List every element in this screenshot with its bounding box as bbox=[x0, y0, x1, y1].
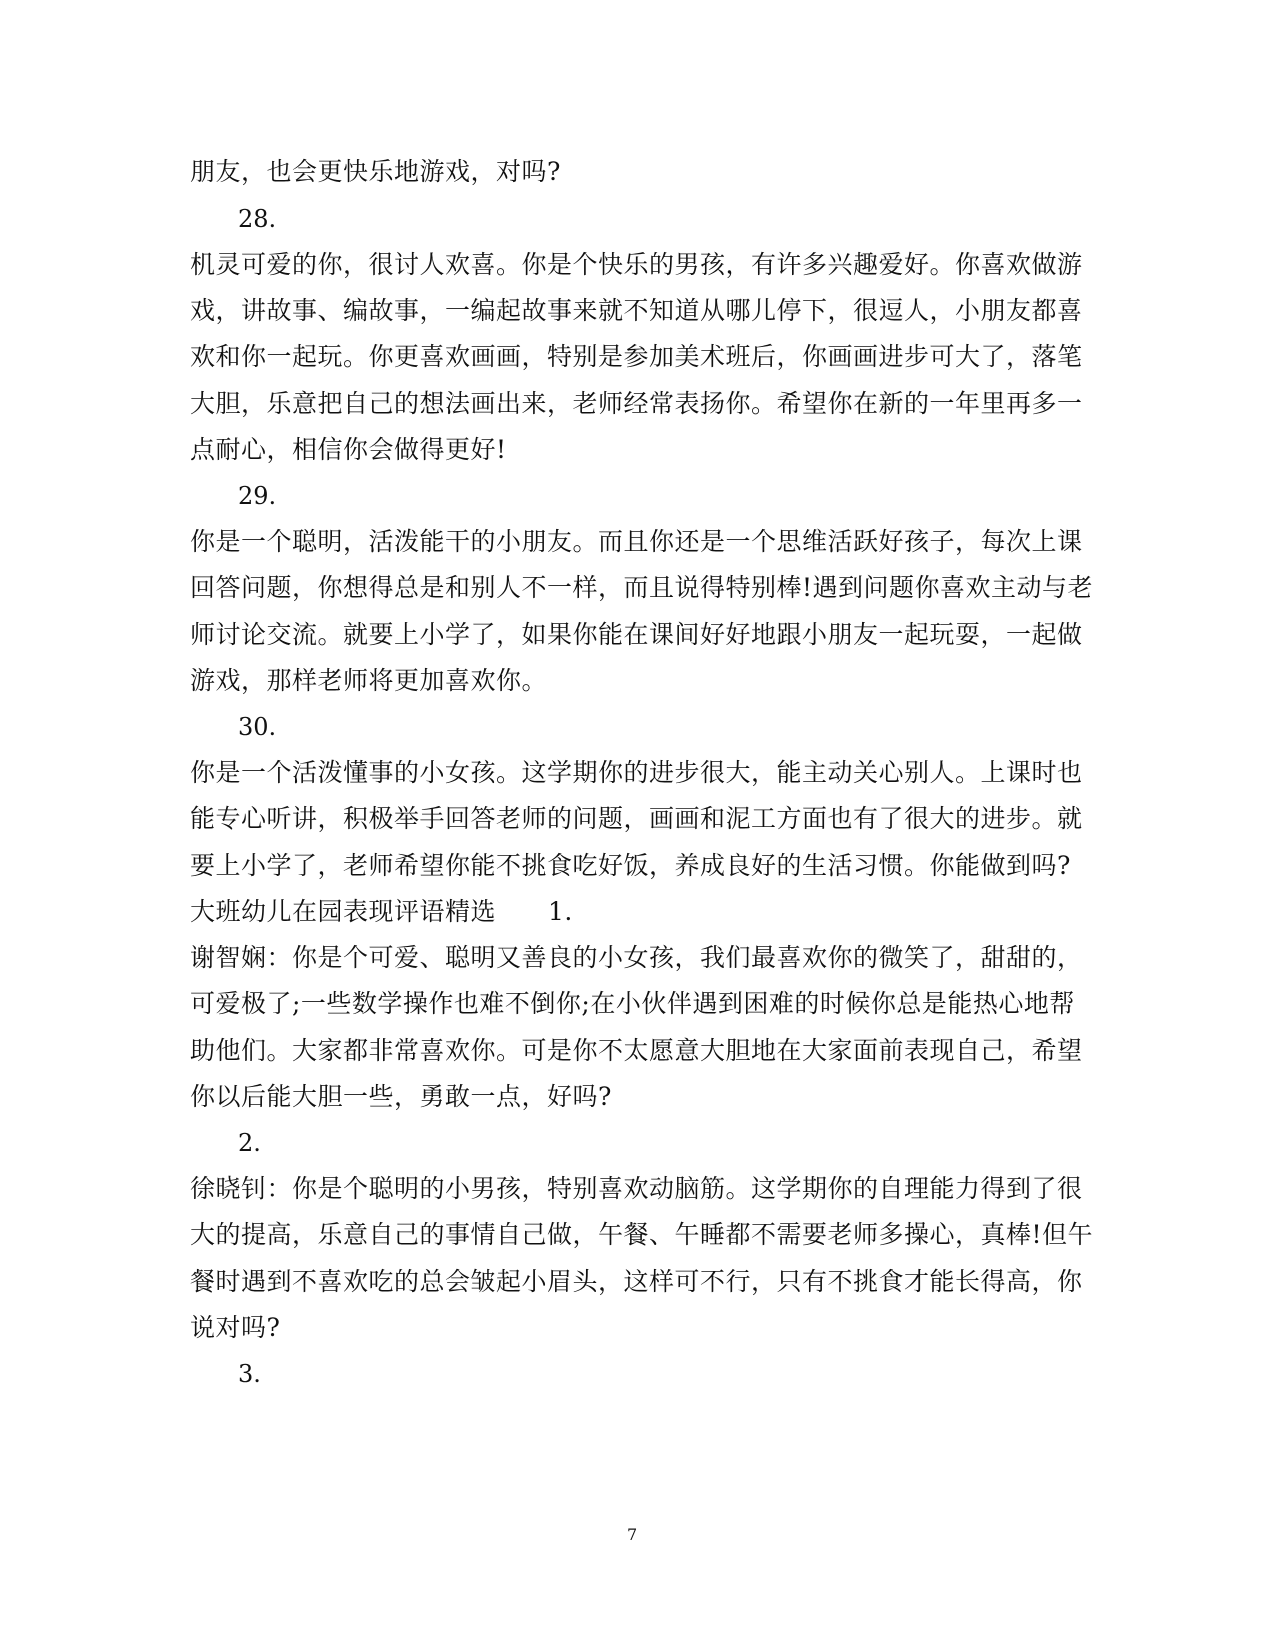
text-line: 你是一个聪明，活泼能干的小朋友。而且你还是一个思维活跃好孩子，每次上课 bbox=[190, 527, 1083, 556]
text-line: 说对吗? bbox=[190, 1313, 281, 1342]
text-line: 机灵可爱的你，很讨人欢喜。你是个快乐的男孩，有许多兴趣爱好。你喜欢做游 bbox=[190, 250, 1083, 279]
text-line: 游戏，那样老师将更加喜欢你。 bbox=[190, 666, 548, 695]
text-line: 你以后能大胆一些，勇敢一点，好吗? bbox=[190, 1082, 612, 1111]
item-number: 30. bbox=[238, 713, 277, 741]
text-line: 点耐心，相信你会做得更好! bbox=[190, 435, 507, 464]
page-number: 7 bbox=[627, 1525, 638, 1544]
text-line: 师讨论交流。就要上小学了，如果你能在课间好好地跟小朋友一起玩耍，一起做 bbox=[190, 620, 1083, 649]
text-line: 徐晓钊：你是个聪明的小男孩，特别喜欢动脑筋。这学期你的自理能力得到了很 bbox=[190, 1174, 1083, 1203]
item-number: 29. bbox=[238, 482, 277, 510]
text-line: 大胆，乐意把自己的想法画出来，老师经常表扬你。希望你在新的一年里再多一 bbox=[190, 389, 1083, 418]
text-line: 能专心听讲，积极举手回答老师的问题，画画和泥工方面也有了很大的进步。就 bbox=[190, 804, 1083, 833]
section-heading-text: 大班幼儿在园表现评语精选 bbox=[190, 897, 497, 926]
text-line: 餐时遇到不喜欢吃的总会皱起小眉头，这样可不行，只有不挑食才能长得高，你 bbox=[190, 1267, 1083, 1296]
text-line: 欢和你一起玩。你更喜欢画画，特别是参加美术班后，你画画进步可大了，落笔 bbox=[190, 342, 1083, 371]
text-line: 谢智娴：你是个可爱、聪明又善良的小女孩，我们最喜欢你的微笑了，甜甜的， bbox=[190, 943, 1083, 972]
text-line: 戏，讲故事、编故事，一编起故事来就不知道从哪儿停下，很逗人，小朋友都喜 bbox=[190, 296, 1083, 325]
text-line: 可爱极了;一些数学操作也难不倒你;在小伙伴遇到困难的时候你总是能热心地帮 bbox=[190, 989, 1075, 1018]
item-number: 28. bbox=[238, 205, 277, 233]
text-line: 助他们。大家都非常喜欢你。可是你不太愿意大胆地在大家面前表现自己，希望 bbox=[190, 1036, 1083, 1065]
item-number: 3. bbox=[238, 1360, 261, 1388]
text-line: 回答问题，你想得总是和别人不一样，而且说得特别棒!遇到问题你喜欢主动与老 bbox=[190, 573, 1094, 602]
section-heading bbox=[190, 896, 573, 928]
text-line: 要上小学了，老师希望你能不挑食吃好饭，养成良好的生活习惯。你能做到吗? bbox=[190, 851, 1071, 880]
section-heading-number: 1. bbox=[548, 897, 573, 926]
text-line: 你是一个活泼懂事的小女孩。这学期你的进步很大，能主动关心别人。上课时也 bbox=[190, 758, 1083, 787]
text-line: 朋友，也会更快乐地游戏，对吗? bbox=[190, 157, 561, 186]
text-line: 大的提高，乐意自己的事情自己做，午餐、午睡都不需要老师多操心，真棒!但午 bbox=[190, 1220, 1094, 1249]
item-number: 2. bbox=[238, 1129, 261, 1157]
